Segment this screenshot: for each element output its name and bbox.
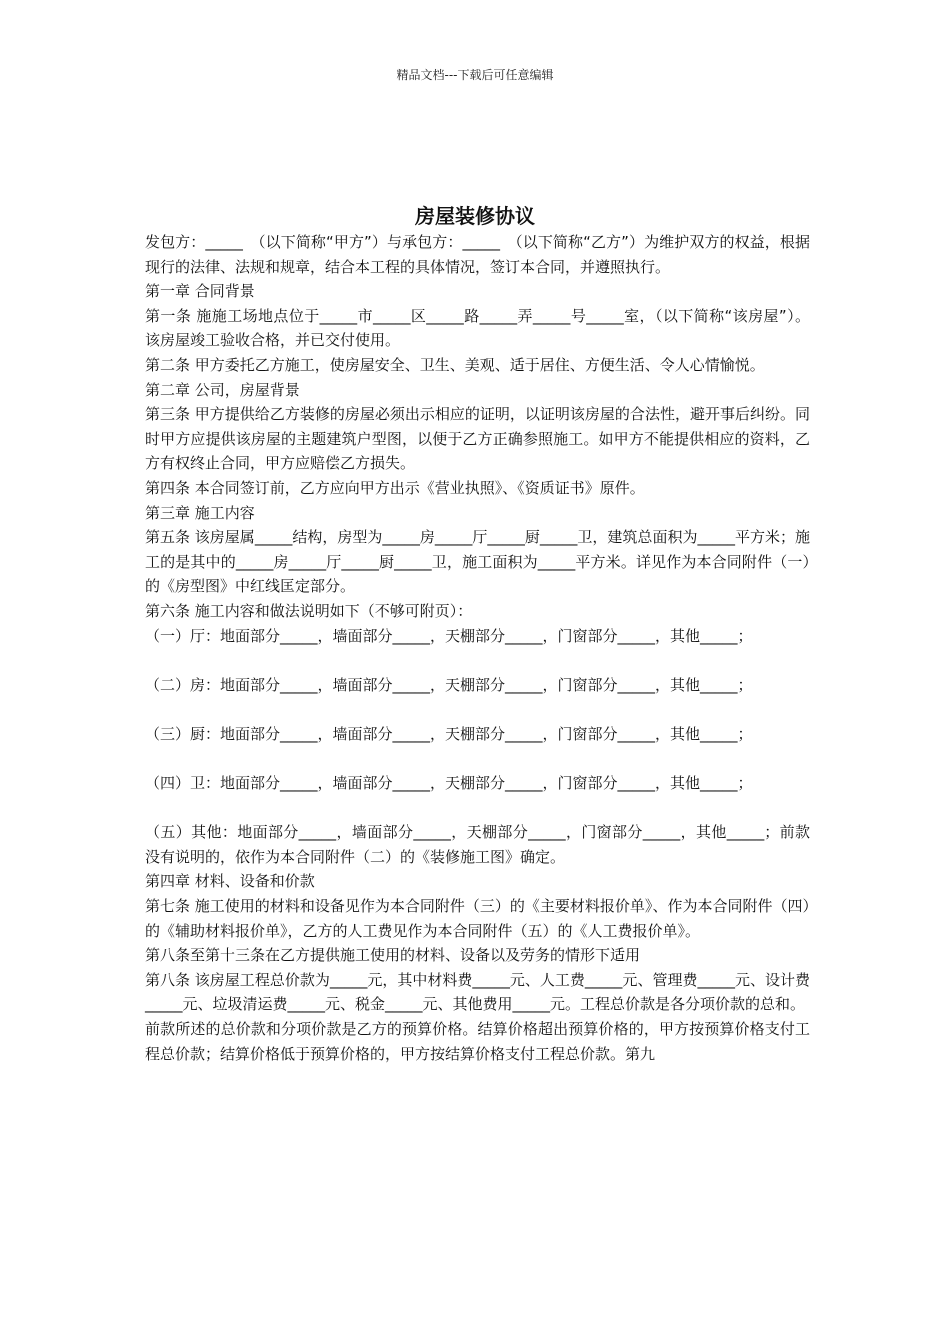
article-4: 第四条 本合同签订前，乙方应向甲方出示《营业执照》、《资质证书》原件。 [145,478,645,497]
preamble: 发包方：_____ （以下简称“甲方”）与承包方：_____ （以下简称“乙方”）为维护双方的权益，根据现行的法律、法规和规章，结合本工程的具体情况，签订本合同，并遵照执行。 [145,233,810,276]
chapter-1-heading: 第一章 合同背景 [145,282,255,301]
article-7: 第七条 施工使用的材料和设备见作为本合同附件（三）的《主要材料报价单》、作为本合同附件（四）的《辅助材料报价单》，乙方的人工费见作为本合同附件（五）的《人工费报价单》。 [145,897,810,940]
article-1: 第一条 施施工场地点位于_____市_____区_____路_____弄_____号_____室，（以下简称“该房屋”）。该房屋竣工验收合格，并已交付使用。 [145,306,810,350]
article-6: 第六条 施工内容和做法说明如下（不够可附页）： [145,601,473,620]
document-title: 房屋装修协议 [415,204,535,228]
chapter-3-heading: 第三章 施工内容 [145,503,255,522]
item-bathroom: （四）卫：地面部分_____，墙面部分_____，天棚部分_____，门窗部分_____，其他_____； [145,774,753,793]
chapter-4-heading: 第四章 材料、设备和价款 [145,872,315,891]
page-header: 精品文档---下载后可任意编辑 [396,68,554,82]
article-5: 第五条 该房屋属_____结构，房型为_____房_____厅_____厨_____卫，建筑总面积为_____平方米；施工的是其中的_____房_____厅_____厨_____卫，施工面积为_____平方米。详见作为本合同附件（一）的《房型图》中红线匡定部分。 [145,528,810,596]
item-hall: （一）厅：地面部分_____，墙面部分_____，天棚部分_____，门窗部分_____，其他_____； [145,626,753,645]
article-3: 第三条 甲方提供给乙方装修的房屋必须出示相应的证明，以证明该房屋的合法性，避开事后纠纷。同时甲方应提供该房屋的主题建筑户型图，以便于乙方正确参照施工。如甲方不能提供相应的资料，乙方有权终止合同，甲方应赔偿乙方损失。 [145,405,810,473]
document-body [145,230,810,1066]
applicability-note: 第八条至第十三条在乙方提供施工使用的材料、设备以及劳务的情形下适用 [145,946,641,965]
item-room: （二）房：地面部分_____，墙面部分_____，天棚部分_____，门窗部分_____，其他_____； [145,675,753,694]
chapter-2-heading: 第二章 公司，房屋背景 [145,380,300,399]
pricing-note: 前款所述的总价款和分项价款是乙方的预算价格。结算价格超出预算价格的，甲方按预算价格支付工程总价款；结算价格低于预算价格的，甲方按结算价格支付工程总价款。第九 [145,1020,810,1063]
item-kitchen: （三）厨：地面部分_____，墙面部分_____，天棚部分_____，门窗部分_____，其他_____； [145,724,753,743]
article-8: 第八条 该房屋工程总价款为_____元，其中材料费_____元、人工费_____元、管理费_____元、设计费_____元、垃圾清运费_____元、税金_____元、其他费用_____元。工程总价款是各分项价款的总和。 [145,970,810,1014]
article-2: 第二条 甲方委托乙方施工，使房屋安全、卫生、美观、适于居住、方便生活、令人心情愉悦。 [145,355,765,374]
item-other: （五）其他：地面部分_____，墙面部分_____，天棚部分_____，门窗部分_____，其他_____；前款没有说明的，依作为本合同附件（二）的《装修施工图》确定。 [145,823,810,866]
